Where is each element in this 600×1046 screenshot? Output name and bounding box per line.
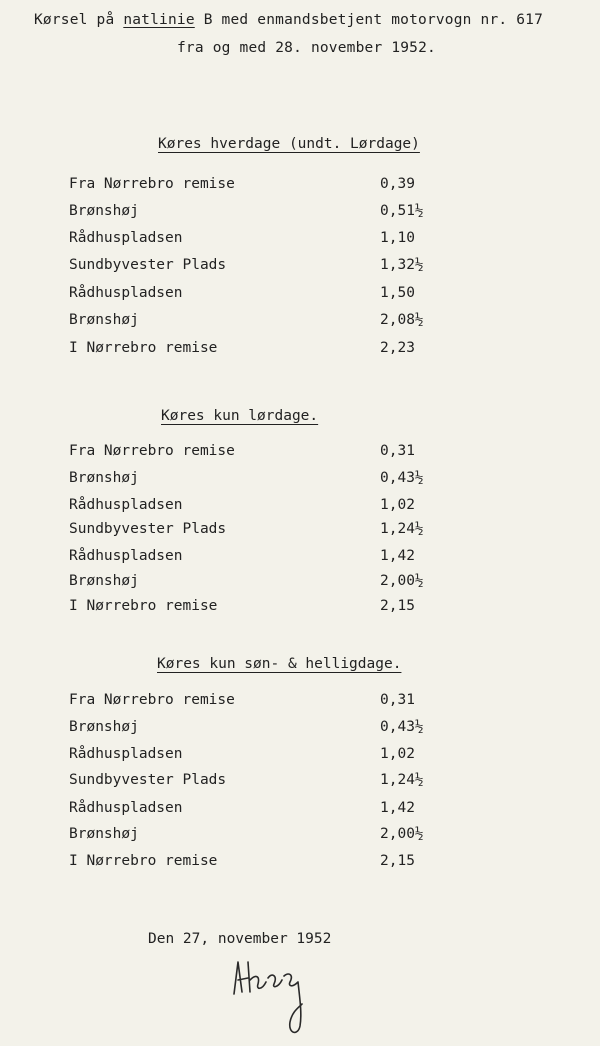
document-title bbox=[34, 12, 543, 28]
stop-name: Sundbyvester Plads bbox=[69, 772, 227, 788]
departure-time: 1,02 bbox=[380, 497, 415, 513]
stop-name: Brønshøj bbox=[69, 719, 139, 735]
table-row bbox=[0, 548, 600, 570]
departure-time: 1,10 bbox=[380, 230, 415, 246]
table-row bbox=[0, 692, 600, 714]
section-heading-saturdays: Køres kun lørdage. bbox=[161, 408, 319, 424]
departure-time: 0,43½ bbox=[380, 470, 424, 486]
section-heading-weekdays: Køres hverdage (undt. Lørdage) bbox=[158, 136, 420, 152]
table-row bbox=[0, 443, 600, 465]
table-row bbox=[0, 573, 600, 595]
stop-name: Brønshøj bbox=[69, 573, 139, 589]
title-underlined-word: natlinie bbox=[123, 12, 195, 28]
stop-name: Brønshøj bbox=[69, 312, 139, 328]
document-subtitle: fra og med 28. november 1952. bbox=[177, 40, 436, 56]
stop-name: Sundbyvester Plads bbox=[69, 521, 227, 537]
stop-name: Fra Nørrebro remise bbox=[69, 443, 235, 459]
title-suffix: B med enmandsbetjent motorvogn nr. 617 bbox=[194, 12, 544, 28]
departure-time: 1,42 bbox=[380, 548, 415, 564]
table-row bbox=[0, 826, 600, 848]
stop-name: Rådhuspladsen bbox=[69, 497, 183, 513]
table-row bbox=[0, 853, 600, 875]
stop-name: Rådhuspladsen bbox=[69, 548, 183, 564]
table-row bbox=[0, 176, 600, 198]
departure-time: 0,51½ bbox=[380, 203, 424, 219]
table-row bbox=[0, 598, 600, 620]
departure-time: 0,31 bbox=[380, 692, 415, 708]
stop-name: Brønshøj bbox=[69, 470, 139, 486]
stop-name: I Nørrebro remise bbox=[69, 598, 218, 614]
stop-name: Rådhuspladsen bbox=[69, 230, 183, 246]
stop-name: Rådhuspladsen bbox=[69, 800, 183, 816]
departure-time: 2,15 bbox=[380, 853, 415, 869]
table-row bbox=[0, 772, 600, 794]
stop-name: Brønshøj bbox=[69, 826, 139, 842]
stop-name: Sundbyvester Plads bbox=[69, 257, 227, 273]
departure-time: 2,15 bbox=[380, 598, 415, 614]
table-row bbox=[0, 340, 600, 362]
table-row bbox=[0, 230, 600, 252]
stop-name: Rådhuspladsen bbox=[69, 746, 183, 762]
departure-time: 2,23 bbox=[380, 340, 415, 356]
table-row bbox=[0, 257, 600, 279]
departure-time: 2,00½ bbox=[380, 573, 424, 589]
stop-name: Fra Nørrebro remise bbox=[69, 692, 235, 708]
departure-time: 2,00½ bbox=[380, 826, 424, 842]
departure-time: 0,31 bbox=[380, 443, 415, 459]
table-row bbox=[0, 470, 600, 492]
departure-time: 1,50 bbox=[380, 285, 415, 301]
table-row bbox=[0, 719, 600, 741]
stop-name: Fra Nørrebro remise bbox=[69, 176, 235, 192]
handwritten-signature bbox=[228, 952, 318, 1037]
stop-name: Rådhuspladsen bbox=[69, 285, 183, 301]
table-row bbox=[0, 285, 600, 307]
stop-name: Brønshøj bbox=[69, 203, 139, 219]
departure-time: 2,08½ bbox=[380, 312, 424, 328]
table-row bbox=[0, 203, 600, 225]
departure-time: 1,02 bbox=[380, 746, 415, 762]
departure-time: 1,42 bbox=[380, 800, 415, 816]
table-row bbox=[0, 497, 600, 519]
section-heading-sundays-holidays: Køres kun søn- & helligdage. bbox=[157, 656, 402, 672]
stop-name: I Nørrebro remise bbox=[69, 340, 218, 356]
document-date: Den 27, november 1952 bbox=[148, 931, 332, 947]
table-row bbox=[0, 521, 600, 543]
stop-name: I Nørrebro remise bbox=[69, 853, 218, 869]
table-row bbox=[0, 312, 600, 334]
table-row bbox=[0, 746, 600, 768]
departure-time: 1,24½ bbox=[380, 772, 424, 788]
departure-time: 0,43½ bbox=[380, 719, 424, 735]
title-prefix: Kørsel på bbox=[34, 12, 124, 28]
table-row bbox=[0, 800, 600, 822]
departure-time: 1,24½ bbox=[380, 521, 424, 537]
departure-time: 0,39 bbox=[380, 176, 415, 192]
departure-time: 1,32½ bbox=[380, 257, 424, 273]
